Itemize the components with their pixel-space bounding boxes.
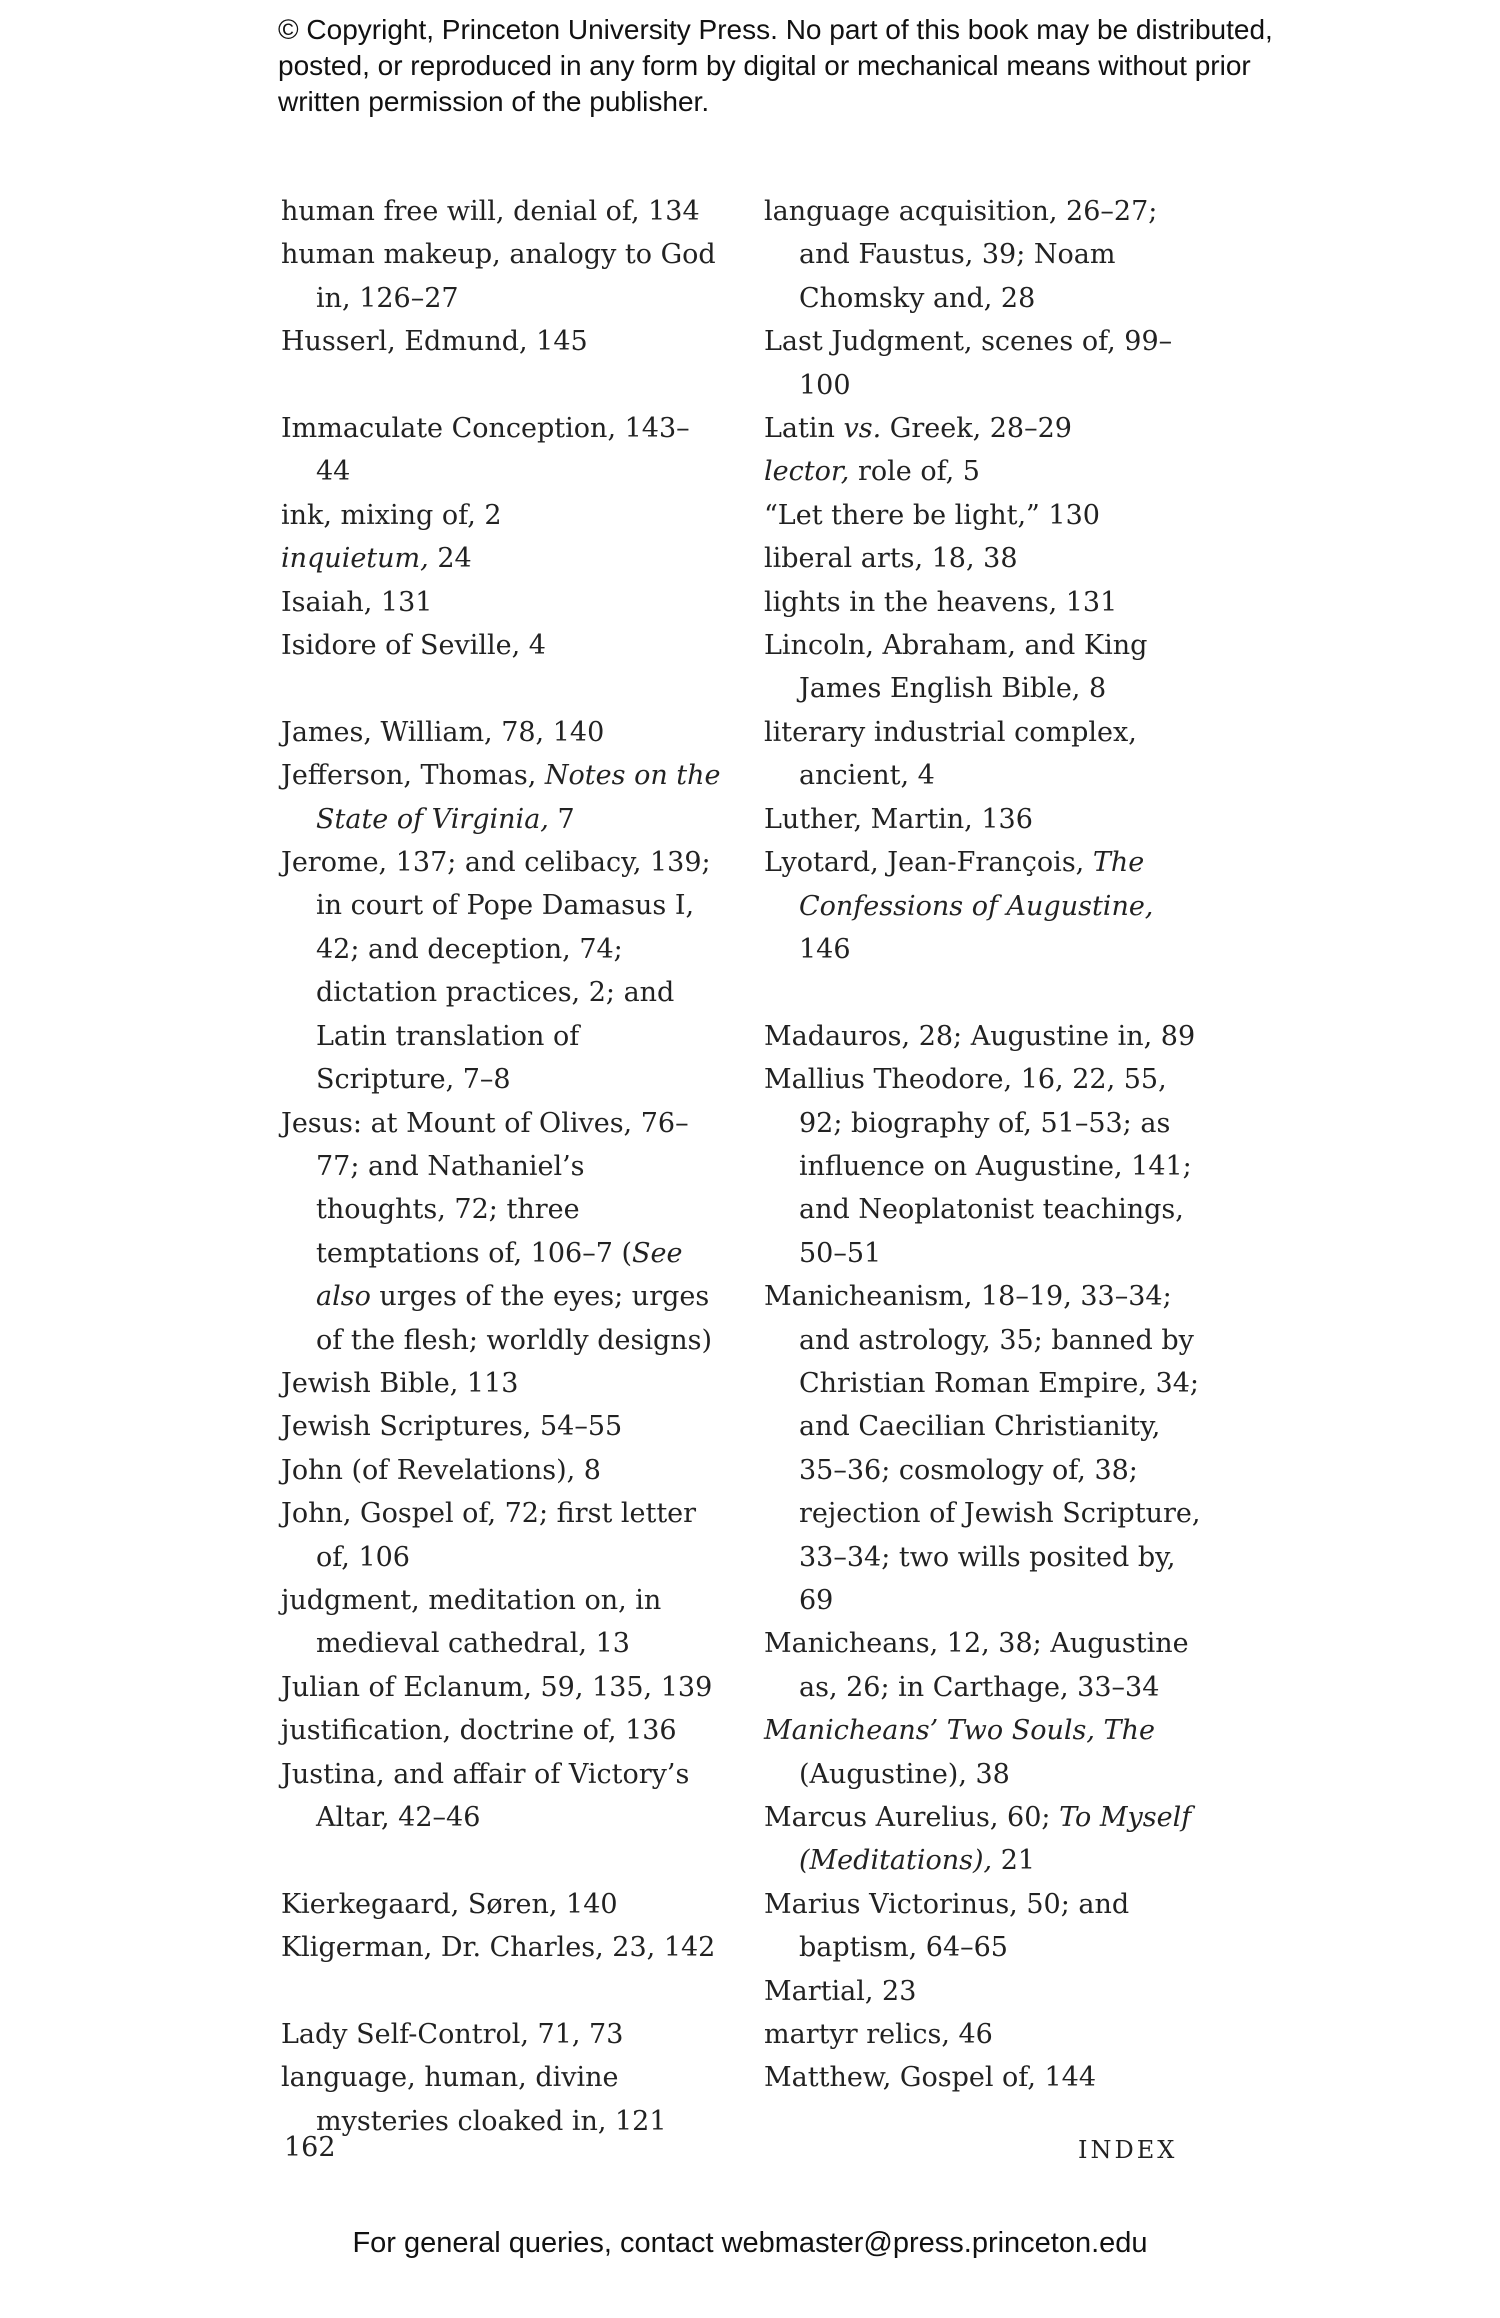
entry-pre: Marius Victorinus, 50; and baptism, 64–65 bbox=[764, 1888, 1130, 1964]
index-entry bbox=[764, 537, 1204, 580]
index-entry bbox=[281, 407, 721, 494]
entry-post: Greek, 28–29 bbox=[881, 413, 1072, 445]
index-entry bbox=[281, 1449, 721, 1492]
entry-pre: Lincoln, Abraham, and King James English Bible, 8 bbox=[764, 630, 1148, 705]
entry-pre: human free will, denial of, 134 bbox=[281, 196, 700, 227]
entry-it: The Confessions of Augustine, bbox=[799, 847, 1154, 922]
entry-pre: Martial, 23 bbox=[764, 1975, 917, 2007]
entry-pre: James, William, 78, 140 bbox=[281, 716, 605, 748]
index-entry bbox=[764, 581, 1204, 624]
index-entry bbox=[281, 581, 721, 624]
index-entry bbox=[281, 320, 721, 363]
entry-pre: Justina, and affair of Victory’s Altar, 42–46 bbox=[281, 1758, 690, 1833]
index-entry bbox=[764, 320, 1204, 407]
entry-pre: Latin bbox=[764, 413, 844, 445]
index-entry bbox=[281, 754, 721, 841]
index-entry bbox=[281, 624, 721, 667]
entry-pre: judgment, meditation on, in medieval cathedral, 13 bbox=[281, 1584, 662, 1660]
index-entry bbox=[764, 1058, 1204, 1275]
index-entry bbox=[764, 624, 1204, 711]
index-entry bbox=[281, 1102, 721, 1362]
letter-gap bbox=[281, 667, 721, 710]
index-entry bbox=[281, 711, 721, 754]
entry-pre: Luther, Martin, 136 bbox=[764, 803, 1033, 835]
index-column-right bbox=[764, 190, 1204, 2100]
entry-pre: human makeup, analogy to God in, 126–27 bbox=[281, 239, 716, 314]
index-entry bbox=[764, 798, 1204, 841]
entry-post: (Augustine), 38 bbox=[799, 1758, 1010, 1790]
entry-pre: language, human, divine mysteries cloaked in, 121 bbox=[281, 2062, 667, 2137]
entry-pre: liberal arts, 18, 38 bbox=[764, 543, 1018, 575]
entry-it: Manicheans’ Two Souls, The bbox=[764, 1715, 1155, 1747]
index-entry bbox=[764, 1709, 1204, 1796]
entry-post: 146 bbox=[799, 933, 851, 965]
entry-pre: Lyotard, Jean-François, bbox=[764, 847, 1093, 879]
index-entry bbox=[764, 1883, 1204, 1970]
entry-it: inquietum, bbox=[281, 543, 429, 575]
entry-pre: Marcus Aurelius, 60; bbox=[764, 1802, 1060, 1834]
index-column-left bbox=[281, 190, 721, 2143]
index-entry bbox=[764, 1015, 1204, 1058]
index-entry bbox=[281, 233, 721, 320]
entry-pre: John, Gospel of, 72; first letter of, 106 bbox=[281, 1498, 697, 1573]
entry-pre: Jefferson, Thomas, bbox=[281, 760, 545, 792]
entry-pre: “Let there be light,” 130 bbox=[764, 499, 1100, 531]
entry-it: To Myself (Meditations), bbox=[799, 1802, 1192, 1877]
entry-pre: martyr relics, 46 bbox=[764, 2019, 993, 2051]
index-entry bbox=[281, 537, 721, 580]
entry-pre: Jesus: at Mount of Olives, 76–77; and Nathaniel’s thoughts, 72; three temptations of, 106–7 ( bbox=[281, 1107, 689, 1269]
entry-pre: justification, doctrine of, 136 bbox=[281, 1715, 677, 1747]
entry-pre: lights in the heavens, 131 bbox=[764, 586, 1118, 618]
index-entry bbox=[281, 1405, 721, 1448]
entry-pre: Lady Self-Control, 71, 73 bbox=[281, 2019, 624, 2050]
entry-pre: Jewish Bible, 113 bbox=[281, 1367, 519, 1399]
entry-pre: Isidore of Seville, 4 bbox=[281, 630, 546, 662]
running-head: INDEX bbox=[1078, 2136, 1178, 2164]
letter-gap bbox=[281, 1839, 721, 1882]
entry-pre: Kierkegaard, Søren, 140 bbox=[281, 1888, 618, 1920]
entry-pre: Immaculate Conception, 143–44 bbox=[281, 413, 690, 488]
index-entry bbox=[281, 1362, 721, 1405]
index-entry bbox=[764, 711, 1204, 798]
entry-post: 24 bbox=[428, 543, 472, 575]
index-entry bbox=[764, 1622, 1204, 1709]
index-entry bbox=[281, 1883, 721, 1926]
entry-post: role of, 5 bbox=[849, 456, 980, 488]
index-entry bbox=[281, 190, 721, 233]
index-entry bbox=[764, 450, 1204, 493]
index-entry bbox=[281, 1709, 721, 1752]
index-entry bbox=[281, 1753, 721, 1840]
entry-pre: Isaiah, 131 bbox=[281, 586, 433, 618]
index-entry bbox=[281, 2056, 721, 2143]
index-entry bbox=[281, 1666, 721, 1709]
entry-pre: Husserl, Edmund, 145 bbox=[281, 326, 588, 358]
entry-pre: language acquisition, 26–27; and Faustus, 39; Noam Chomsky and, 28 bbox=[764, 196, 1158, 314]
index-entry bbox=[281, 1926, 721, 1969]
page-number: 162 bbox=[284, 2132, 336, 2163]
index-entry bbox=[764, 494, 1204, 537]
entry-pre: Manicheanism, 18–19, 33–34; and astrology, 35; banned by Christian Roman Empire, 34; and Caecilian Christianity, 35–36; cosmology of, 38; rejection of Jewish Scripture, 33–34; two wills posited by, 69 bbox=[764, 1281, 1201, 1616]
entry-post: urges of the eyes; urges of the flesh; worldly designs) bbox=[316, 1281, 713, 1356]
index-entry bbox=[764, 2056, 1204, 2099]
index-entry bbox=[281, 1579, 721, 1666]
index-entry bbox=[764, 841, 1204, 971]
entry-pre: Julian of Eclanum, 59, 135, 139 bbox=[281, 1671, 713, 1703]
entry-it: See also bbox=[316, 1237, 683, 1313]
index-entry bbox=[281, 2013, 721, 2056]
letter-gap bbox=[764, 971, 1204, 1014]
entry-pre: literary industrial complex, ancient, 4 bbox=[764, 716, 1137, 792]
index-entry bbox=[281, 841, 721, 1101]
index-entry bbox=[764, 190, 1204, 320]
entry-pre: Madauros, 28; Augustine in, 89 bbox=[764, 1020, 1196, 1052]
index-entry bbox=[764, 1970, 1204, 2013]
entry-pre: Kligerman, Dr. Charles, 23, 142 bbox=[281, 1932, 716, 1964]
letter-gap bbox=[281, 364, 721, 407]
index-entry bbox=[281, 1492, 721, 1579]
entry-pre: Jerome, 137; and celibacy, 139; in court of Pope Damasus I, 42; and deception, 74; dictation practices, 2; and Latin translation of Scripture, 7–8 bbox=[281, 847, 711, 1096]
entry-pre: Mallius Theodore, 16, 22, 55, 92; biography of, 51–53; as influence on Augustine, 141; and Neoplatonist teachings, 50–51 bbox=[764, 1064, 1192, 1269]
entry-pre: Manicheans, 12, 38; Augustine as, 26; in Carthage, 33–34 bbox=[764, 1628, 1189, 1703]
entry-post: 7 bbox=[548, 803, 575, 835]
entry-post: 21 bbox=[992, 1845, 1036, 1877]
index-entry bbox=[764, 1796, 1204, 1883]
index-entry bbox=[281, 494, 721, 537]
index-entry bbox=[764, 407, 1204, 450]
entry-it: lector, bbox=[764, 456, 850, 488]
index-entry bbox=[764, 1275, 1204, 1622]
copyright-notice: © Copyright, Princeton University Press. No part of this book may be distributed, posted, or reproduced in any form by digital or mechanical means without prior written permission of the publisher. bbox=[278, 14, 1273, 117]
entry-pre: Jewish Scriptures, 54–55 bbox=[281, 1411, 623, 1443]
entry-pre: Matthew, Gospel of, 144 bbox=[764, 2062, 1097, 2094]
footer-contact: For general queries, contact webmaster@press.princeton.edu bbox=[352, 2227, 1148, 2259]
entry-pre: Last Judgment, scenes of, 99–100 bbox=[764, 326, 1173, 401]
index-entry bbox=[764, 2013, 1204, 2056]
letter-gap bbox=[281, 1970, 721, 2013]
entry-pre: John (of Revelations), 8 bbox=[281, 1454, 601, 1486]
entry-pre: ink, mixing of, 2 bbox=[281, 499, 502, 531]
entry-it: vs. bbox=[843, 413, 882, 445]
entry-it: Notes on the State of Virginia, bbox=[316, 760, 721, 835]
